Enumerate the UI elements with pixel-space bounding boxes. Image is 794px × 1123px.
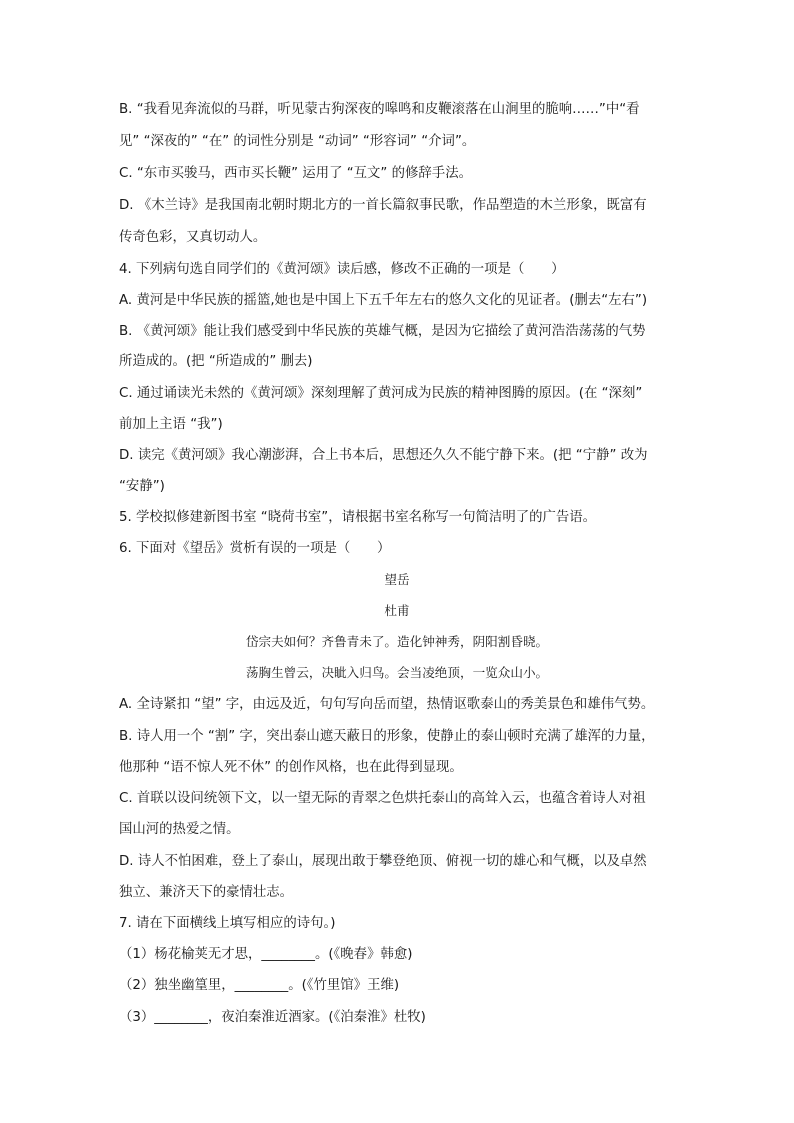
q7-item-3: （3）________，夜泊秦淮近酒家。(《泊秦淮》杜牧) (119, 1010, 426, 1025)
q6-option-a: A. 全诗紧扣 “望” 字，由远及近，句句写向岳而望，热情讴歌泰山的秀美景色和雄伟气势。 (119, 697, 655, 712)
q7-item-1: （1）杨花榆荚无才思，________。(《晚春》韩愈) (119, 947, 413, 962)
q4-option-a: A. 黄河是中华民族的摇篮,她也是中国上下五千年左右的悠久文化的见证者。(删去“左右”) (119, 293, 648, 308)
question-5-stem: 5. 学校拟修建新图书室 “晓荷书室”，请根据书室名称写一句简洁明了的广告语。 (119, 510, 597, 525)
option-d-line-1: D. 《木兰诗》是我国南北朝时期北方的一首长篇叙事民歌，作品塑造的木兰形象，既富有 (119, 198, 647, 213)
poem-title: 望岳 (384, 572, 410, 587)
q4-option-b-line-1: B. 《黄河颂》能让我们感受到中华民族的英雄气概，是因为它描绘了黄河浩浩荡荡的气势 (119, 324, 646, 339)
q6-option-b-line-1: B. 诗人用一个 “割” 字，突出泰山遮天蔽日的形象，使静止的泰山顿时充满了雄浑的力量， (119, 729, 655, 744)
q4-option-d-line-2: “安静”) (119, 479, 165, 494)
option-c-line: C. “东市买骏马，西市买长鞭” 运用了 “互文” 的修辞手法。 (119, 166, 472, 181)
q4-option-c-line-1: C. 通过诵读光未然的《黄河颂》深刻理解了黄河成为民族的精神图腾的原因。(在 “深刻” (119, 386, 643, 401)
question-6-stem: 6. 下面对《望岳》赏析有误的一项是（ ） (119, 541, 391, 556)
q6-option-d-line-2: 独立、兼济天下的豪情壮志。 (119, 885, 294, 900)
option-d-line-2: 传奇色彩，又真切动人。 (119, 230, 267, 245)
q6-option-b-line-2: 他那种 “语不惊人死不休” 的创作风格，也在此得到显现。 (119, 760, 463, 775)
option-b-line-1: B. “我看见奔流似的马群，听见蒙古狗深夜的嗥鸣和皮鞭滚落在山涧里的脆响……”中“看 (119, 102, 640, 117)
q6-option-d-line-1: D. 诗人不怕困难，登上了泰山，展现出敢于攀登绝顶、俯视一切的雄心和气概，以及卓然 (119, 854, 647, 869)
q4-option-d-line-1: D. 读完《黄河颂》我心潮澎湃，合上书本后，思想还久久不能宁静下来。(把 “宁静” 改为 (119, 448, 648, 463)
q7-item-2: （2）独坐幽篁里，________。(《竹里馆》王维) (119, 978, 400, 993)
q6-option-c-line-2: 国山河的热爱之情。 (119, 822, 240, 837)
option-b-line-2: 见” “深夜的” “在” 的词性分别是 “动词” “形容词” “介词”。 (119, 134, 476, 149)
question-7-stem: 7. 请在下面横线上填写相应的诗句。) (119, 916, 336, 931)
poem-line-1: 岱宗夫如何？齐鲁青未了。造化钟神秀，阴阳割昏晓。 (245, 634, 549, 649)
q4-option-b-line-2: 所造成的。(把 “所造成的” 删去) (119, 354, 313, 369)
q6-option-c-line-1: C. 首联以设问统领下文，以一望无际的青翠之色烘托泰山的高耸入云，也蕴含着诗人对祖 (119, 791, 646, 806)
poem-line-2: 荡胸生曾云，决眦入归鸟。会当凌绝顶，一览众山小。 (245, 665, 549, 680)
question-4-stem: 4. 下列病句选自同学们的《黄河颂》读后感，修改不正确的一项是（ ） (119, 262, 565, 277)
poem-author: 杜甫 (384, 603, 410, 618)
q4-option-c-line-2: 前加上主语 “我”) (119, 417, 223, 432)
